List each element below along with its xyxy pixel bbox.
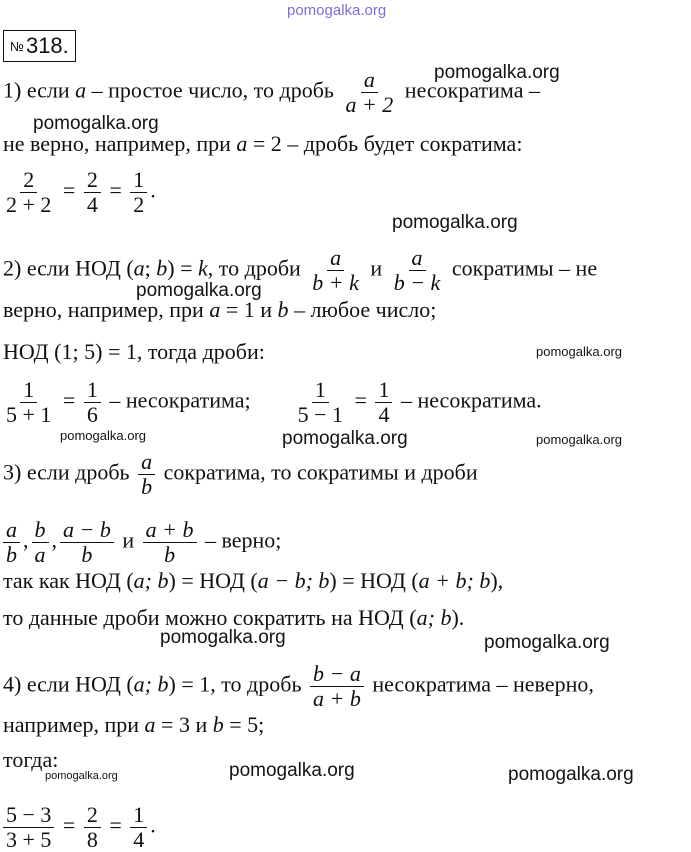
- watermark: pomogalka.org: [33, 113, 159, 134]
- numerator: a: [409, 246, 426, 271]
- item2-equations: $\frac{1}{5 + 1}$ = $\frac{1}{6}$ – несократима; $\frac{1}{5 - 1}$ = $\frac{1}{4}$ – несократима.: [0, 378, 542, 427]
- item4-equation: $\frac{5 - 3}{3 + 5}$ = $\frac{2}{8}$ = $\frac{1}{4}$ .: [0, 803, 156, 852]
- text: = 5;: [223, 712, 265, 737]
- var-a: a: [144, 712, 156, 737]
- numerator: 1: [312, 378, 329, 403]
- text: , то дроби: [207, 255, 301, 281]
- fraction: [130, 803, 147, 852]
- fraction: [84, 378, 101, 427]
- text: не верно, например, при: [3, 131, 237, 156]
- text: – любое число;: [288, 297, 437, 322]
- numerator: b: [32, 518, 49, 543]
- pair: a − b; b: [257, 568, 330, 593]
- var-a: a: [75, 77, 87, 103]
- text: .: [150, 812, 156, 838]
- text: – верно;: [199, 527, 282, 553]
- numerator: 1: [130, 803, 147, 828]
- denominator: 4: [86, 192, 98, 217]
- numerator: 2: [84, 168, 101, 193]
- watermark: pomogalka.org: [434, 62, 560, 83]
- text: так как НОД (: [3, 568, 134, 593]
- var-b: b: [212, 712, 224, 737]
- problem-number: [3, 30, 76, 62]
- item2-line1: [3, 246, 597, 295]
- numerator: 1: [84, 378, 101, 403]
- item3-line1: [3, 450, 478, 499]
- watermark: pomogalka.org: [536, 432, 622, 447]
- denominator: b + k: [312, 270, 359, 295]
- text: и: [122, 527, 135, 553]
- text: ;: [144, 255, 157, 281]
- text: ) =: [167, 255, 199, 281]
- text: .: [150, 177, 156, 203]
- fraction: [309, 246, 362, 295]
- var-k: k: [198, 255, 208, 281]
- fraction: [375, 378, 392, 427]
- item3-line2: $\frac{a}{b}$ , $\frac{b}{a}$ , $\frac{a - b}{b}$ и $\frac{a + b}{b}$ – верно;: [0, 518, 281, 567]
- text: то данные дроби можно сократить на НОД (: [3, 605, 417, 630]
- numerator: a: [361, 68, 378, 93]
- denominator: a + 2: [345, 92, 394, 117]
- watermark: pomogalka.org: [229, 760, 355, 781]
- text: – несократима.: [395, 387, 542, 413]
- text: и: [370, 255, 383, 281]
- numerator: b − a: [310, 662, 364, 687]
- denominator: 4: [133, 827, 145, 852]
- denominator: b: [141, 474, 153, 499]
- text: ).: [451, 605, 465, 630]
- text: НОД (1; 5) = 1, тогда дроби:: [3, 339, 265, 364]
- text: ),: [490, 568, 504, 593]
- numerator: 5 − 3: [3, 803, 54, 828]
- text: 2) если НОД (: [3, 255, 134, 281]
- pair: a; b: [133, 568, 169, 593]
- item1-line2: [3, 131, 522, 157]
- fraction: [3, 803, 54, 852]
- numerator: 1: [130, 168, 147, 193]
- fraction: [3, 378, 54, 427]
- var-a: a: [209, 297, 221, 322]
- text: сократимы – не: [451, 255, 598, 281]
- denominator: 6: [86, 402, 98, 427]
- denominator: b: [6, 542, 17, 567]
- item4-line1: [3, 662, 594, 711]
- fraction: [391, 246, 444, 295]
- fraction: [84, 803, 101, 852]
- text: например, при: [3, 712, 145, 737]
- var-a: a: [236, 131, 248, 156]
- denominator: 5 + 1: [6, 402, 52, 427]
- text: несократима –: [404, 77, 540, 103]
- denominator: a + b: [312, 686, 361, 711]
- pair: a; b: [416, 605, 452, 630]
- text: = 1 и: [220, 297, 278, 322]
- watermark: pomogalka.org: [45, 770, 118, 782]
- watermark: pomogalka.org: [392, 212, 518, 233]
- text: – несократима;: [103, 387, 251, 413]
- fraction: [60, 518, 114, 567]
- fraction: [138, 450, 155, 499]
- var-b: b: [277, 297, 289, 322]
- numerator: a: [138, 450, 155, 475]
- numerator: 2: [84, 803, 101, 828]
- denominator: 5 − 1: [297, 402, 344, 427]
- watermark: pomogalka.org: [484, 632, 610, 653]
- watermark: pomogalka.org: [536, 344, 622, 359]
- watermark-top: pomogalka.org: [287, 2, 387, 19]
- item2-line2: [3, 297, 436, 323]
- pair: a + b; b: [418, 568, 491, 593]
- text: верно, например, при: [3, 297, 210, 322]
- text: 4) если НОД (: [3, 671, 134, 697]
- text: 1) если: [3, 77, 76, 103]
- text: ) = 1, то дробь: [168, 671, 302, 697]
- watermark: pomogalka.org: [282, 428, 408, 449]
- fraction: [130, 168, 147, 217]
- denominator: 3 + 5: [6, 827, 52, 852]
- text: = 2 – дробь будет сократима:: [247, 131, 523, 156]
- denominator: 4: [378, 402, 390, 427]
- fraction: [295, 378, 346, 427]
- numerator: a: [327, 246, 344, 271]
- numerator: a + b: [143, 518, 197, 543]
- watermark: pomogalka.org: [508, 764, 634, 785]
- numerator: 1: [375, 378, 392, 403]
- text: – простое число, то дробь: [86, 77, 340, 103]
- text: сократима, то сократимы и дроби: [163, 459, 478, 485]
- problem-number-value: 318.: [25, 33, 69, 58]
- fraction: [32, 518, 49, 567]
- text: 3) если дробь: [3, 459, 130, 485]
- numerator: 2: [20, 168, 37, 193]
- fraction: [310, 662, 364, 711]
- denominator: b: [164, 542, 176, 567]
- item3-line3: [3, 568, 503, 594]
- number-sign: №: [10, 39, 24, 54]
- denominator: b − k: [393, 270, 441, 295]
- item1-equation: $\frac{2}{2 + 2}$ = $\frac{2}{4}$ = $\frac{1}{2}$ .: [0, 168, 156, 217]
- fraction: [143, 518, 197, 567]
- fraction: [84, 168, 101, 217]
- watermark: pomogalka.org: [136, 280, 262, 301]
- pair: a; b: [133, 671, 169, 697]
- item2-line3: [3, 339, 265, 365]
- text: = 3 и: [155, 712, 213, 737]
- denominator: 8: [86, 827, 98, 852]
- text: ) = НОД (: [329, 568, 419, 593]
- fraction: [342, 68, 396, 117]
- denominator: 2: [133, 192, 145, 217]
- text: ) = НОД (: [168, 568, 258, 593]
- denominator: a: [34, 542, 46, 567]
- text: тогда:: [3, 747, 59, 772]
- text: несократима – неверно,: [372, 671, 594, 697]
- var-a: a: [133, 255, 145, 281]
- numerator: a: [3, 518, 20, 543]
- numerator: 1: [20, 378, 37, 403]
- numerator: a − b: [60, 518, 114, 543]
- item4-line2: [3, 712, 264, 738]
- var-b: b: [156, 255, 168, 281]
- watermark: pomogalka.org: [160, 627, 286, 648]
- fraction: [3, 168, 54, 217]
- watermark: pomogalka.org: [60, 428, 146, 443]
- denominator: b: [81, 542, 93, 567]
- denominator: 2 + 2: [6, 192, 52, 217]
- fraction: [3, 518, 20, 567]
